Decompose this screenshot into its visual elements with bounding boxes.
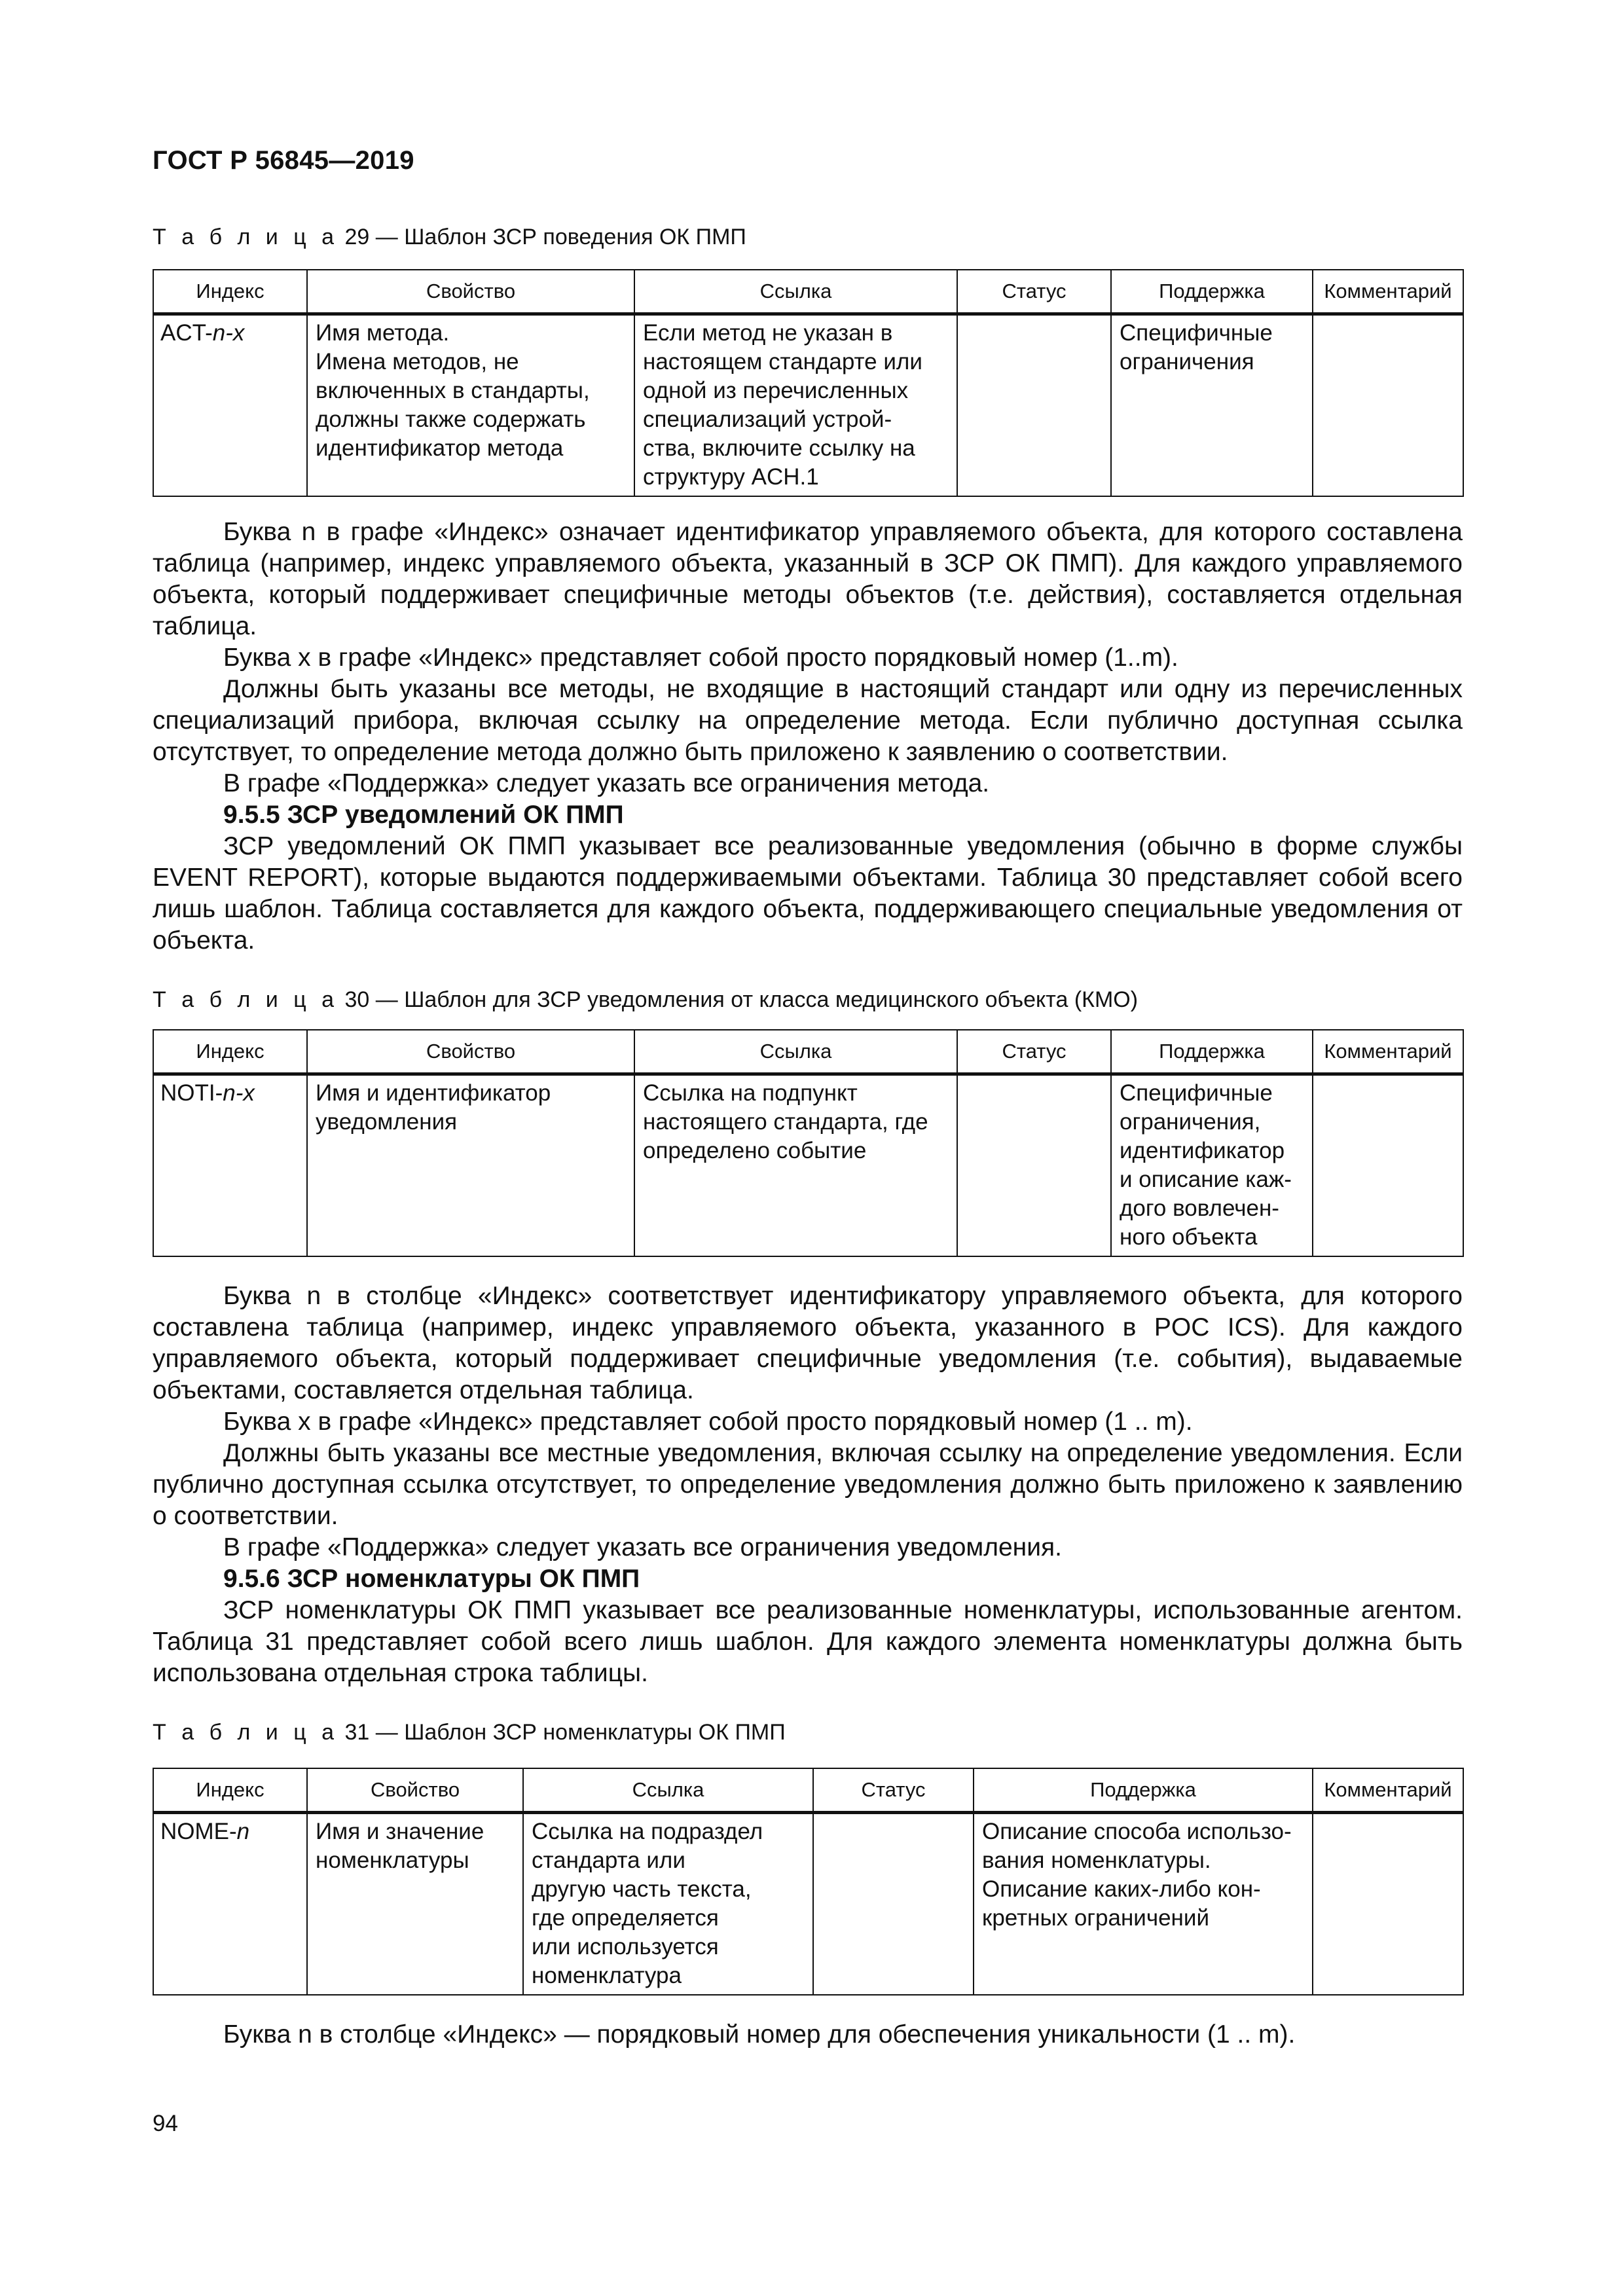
table-30	[153, 1029, 1464, 1257]
property-line: Имена методов, не	[316, 349, 519, 374]
support-line: и описание каж-	[1120, 1167, 1292, 1192]
reference-line: Ссылка на подпункт	[643, 1080, 858, 1106]
property-cell	[307, 1813, 523, 1995]
support-cell	[1111, 314, 1313, 497]
support-cell	[1111, 1074, 1313, 1257]
table-row	[153, 1813, 1463, 1995]
text-block-1	[153, 517, 1463, 957]
index-prefix: NOME-	[160, 1819, 237, 1844]
column-header-index: Индекс	[153, 270, 307, 314]
reference-line: одной из перечисленных	[643, 378, 909, 403]
column-header-comment: Комментарий	[1313, 1768, 1463, 1813]
document-header: ГОСТ Р 56845—2019	[153, 146, 414, 175]
reference-line: или используется	[532, 1934, 719, 1959]
support-line: кретных ограничений	[982, 1905, 1209, 1931]
column-header-index: Индекс	[153, 1768, 307, 1813]
support-line: ограничения	[1120, 349, 1254, 374]
table-29-caption	[153, 224, 746, 250]
table-31-header-row	[153, 1768, 1463, 1813]
table-31-caption-text: 31 — Шаблон ЗСР номенклатуры ОК ПМП	[338, 1720, 786, 1745]
property-line: должны также содержать	[316, 407, 586, 432]
comment-cell	[1313, 1813, 1463, 1995]
paragraph: ЗСР уведомлений ОК ПМП указывает все реализованные уведомления (обычно в форме службы EVENT REPORT), которые выдаются поддерживаемыми объектами. Таблица 30 представляет собой всего лишь шаблон. Таблица составляется для каждого объекта, поддерживающего специальные уведомления от объекта.	[153, 832, 1463, 955]
paragraph: Буква n в графе «Индекс» означает идентификатор управляемого объекта, для которого составлена таблица (например, индекс управляемого объекта, указанный в ЗСР ОК ПМП). Для каждого управляемого объекта, который поддерживает специфичные методы объектов (т.е. действия), составляется отдельная таблица.	[153, 518, 1463, 640]
table-29	[153, 269, 1464, 497]
paragraph: Буква n в столбце «Индекс» соответствует идентификатору управляемого объекта, для которого составлена таблица (например, индекс управляемого объекта, указанного в POC ICS). Для каждого управляемого объекта, который поддерживает специфичные уведомления (т.е. события), выдаваемые объектами, составляется отдельная таблица.	[153, 1282, 1463, 1404]
reference-cell	[634, 314, 957, 497]
paragraph: Должны быть указаны все местные уведомления, включая ссылку на определение уведомления. Если публично доступная ссылка отсутствует, то определение уведомления должно быть приложено к заявлению о соответствии.	[153, 1439, 1463, 1530]
reference-line: определено событие	[643, 1138, 867, 1163]
column-header-property: Свойство	[307, 1030, 634, 1074]
support-line: Специфичные	[1120, 1080, 1273, 1106]
reference-line: стандарта или	[532, 1848, 685, 1873]
table-30-caption-label: Т а б л и ц а	[153, 987, 339, 1012]
table-30-header-row	[153, 1030, 1463, 1074]
table-29-caption-text: 29 — Шаблон ЗСР поведения ОК ПМП	[338, 225, 746, 249]
column-header-index: Индекс	[153, 1030, 307, 1074]
property-line: Имя и значение	[316, 1819, 484, 1844]
table-31-caption	[153, 1719, 786, 1745]
reference-line: структуру ACH.1	[643, 464, 819, 490]
support-line: Описание способа использо-	[982, 1819, 1292, 1844]
column-header-property: Свойство	[307, 1768, 523, 1813]
column-header-reference: Ссылка	[634, 270, 957, 314]
reference-line: настоящем стандарте или	[643, 349, 922, 374]
reference-line: настоящего стандарта, где	[643, 1109, 928, 1135]
column-header-property: Свойство	[307, 270, 634, 314]
reference-line: Ссылка на подраздел	[532, 1819, 763, 1844]
paragraph: В графе «Поддержка» следует указать все ограничения метода.	[223, 769, 990, 797]
page-number: 94	[153, 2111, 178, 2136]
support-line: ного объекта	[1120, 1224, 1258, 1250]
text-block-3	[153, 2019, 1463, 2050]
column-header-status: Статус	[957, 1030, 1111, 1074]
status-cell	[813, 1813, 974, 1995]
index-suffix: n-x	[223, 1080, 255, 1106]
column-header-support: Поддержка	[1111, 1030, 1313, 1074]
property-cell	[307, 1074, 634, 1257]
property-line: Имя метода.	[316, 320, 450, 346]
table-30-caption	[153, 987, 1138, 1013]
column-header-support: Поддержка	[974, 1768, 1313, 1813]
column-header-status: Статус	[957, 270, 1111, 314]
support-line: Специфичные	[1120, 320, 1273, 346]
paragraph: ЗСР номенклатуры ОК ПМП указывает все реализованные номенклатуры, использованные агентом. Таблица 31 представляет собой всего лишь шаблон. Для каждого элемента номенклатуры должна быть использована отдельная строка таблицы.	[153, 1596, 1463, 1687]
comment-cell	[1313, 314, 1463, 497]
text-block-2	[153, 1281, 1463, 1689]
table-row	[153, 1074, 1463, 1257]
paragraph: Должны быть указаны все методы, не входящие в настоящий стандарт или одну из перечисленных специализаций прибора, включая ссылку на определение метода. Если публично доступная ссылка отсутствует, то определение метода должно быть приложено к заявлению о соответствии.	[153, 675, 1463, 766]
table-29-header-row	[153, 270, 1463, 314]
reference-line: Если метод не указан в	[643, 320, 893, 346]
index-cell	[153, 1074, 307, 1257]
property-line: включенных в стандарты,	[316, 378, 590, 403]
column-header-comment: Комментарий	[1313, 270, 1463, 314]
property-line: Имя и идентификатор	[316, 1080, 551, 1106]
paragraph: В графе «Поддержка» следует указать все ограничения уведомления.	[223, 1533, 1062, 1561]
column-header-reference: Ссылка	[634, 1030, 957, 1074]
reference-line: специализаций устрой-	[643, 407, 892, 432]
reference-line: где определяется	[532, 1905, 719, 1931]
reference-cell	[634, 1074, 957, 1257]
reference-cell	[523, 1813, 813, 1995]
section-heading-9-5-5: 9.5.5 ЗСР уведомлений ОК ПМП	[223, 801, 624, 829]
table-row	[153, 314, 1463, 497]
index-prefix: NOTI-	[160, 1080, 223, 1106]
support-line: вания номенклатуры.	[982, 1848, 1211, 1873]
property-line: уведомления	[316, 1109, 458, 1135]
table-29-caption-label: Т а б л и ц а	[153, 225, 339, 249]
table-30-caption-text: 30 — Шаблон для ЗСР уведомления от класса медицинского объекта (КМО)	[338, 987, 1139, 1012]
index-cell	[153, 314, 307, 497]
index-suffix: n-x	[212, 320, 245, 346]
paragraph: Буква x в графе «Индекс» представляет собой просто порядковый номер (1 .. m).	[223, 1408, 1193, 1436]
table-31	[153, 1768, 1464, 1995]
paragraph: Буква n в столбце «Индекс» — порядковый номер для обеспечения уникальности (1 .. m).	[223, 2020, 1296, 2049]
section-heading-9-5-6: 9.5.6 ЗСР номенклатуры ОК ПМП	[223, 1565, 640, 1593]
support-line: ограничения,	[1120, 1109, 1261, 1135]
support-line: идентификатор	[1120, 1138, 1285, 1163]
index-prefix: ACT-	[160, 320, 213, 346]
comment-cell	[1313, 1074, 1463, 1257]
support-line: Описание каких-либо кон-	[982, 1876, 1261, 1902]
reference-line: другую часть текста,	[532, 1876, 752, 1902]
property-line: номенклатуры	[316, 1848, 469, 1873]
index-suffix: n	[236, 1819, 250, 1844]
property-cell	[307, 314, 634, 497]
reference-line: ства, включите ссылку на	[643, 435, 915, 461]
support-line: дого вовлечен-	[1120, 1195, 1279, 1221]
status-cell	[957, 314, 1111, 497]
index-cell	[153, 1813, 307, 1995]
property-line: идентификатор метода	[316, 435, 564, 461]
status-cell	[957, 1074, 1111, 1257]
column-header-comment: Комментарий	[1313, 1030, 1463, 1074]
reference-line: номенклатура	[532, 1963, 682, 1988]
column-header-reference: Ссылка	[523, 1768, 813, 1813]
paragraph: Буква x в графе «Индекс» представляет собой просто порядковый номер (1..m).	[223, 644, 1178, 672]
support-cell	[974, 1813, 1313, 1995]
column-header-support: Поддержка	[1111, 270, 1313, 314]
column-header-status: Статус	[813, 1768, 974, 1813]
table-31-caption-label: Т а б л и ц а	[153, 1720, 339, 1745]
